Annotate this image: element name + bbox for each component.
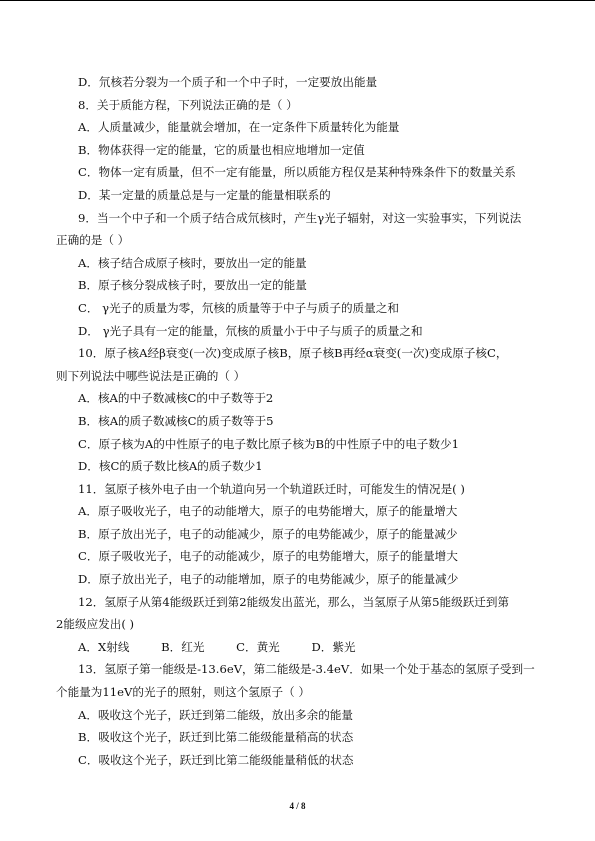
q12-option-b: B．红光: [161, 639, 205, 654]
q12-option-d: D．紫光: [311, 639, 356, 654]
text-line: 10．原子核A经β衰变(一次)变成原子核B，原子核B再经α衰变(一次)变成原子核C，: [78, 346, 508, 361]
text-line: B．物体获得一定的能量，它的质量也相应地增加一定值: [78, 142, 365, 157]
q12-options-row: [56, 636, 542, 659]
q12-option-a: A．X射线: [78, 639, 130, 654]
text-line: 正确的是（ ）: [56, 233, 130, 248]
question-block-2: [56, 658, 542, 771]
question-block-1: [56, 71, 542, 636]
text-line: C．吸收这个光子，跃迁到比第二能级能量稍低的状态: [78, 752, 354, 767]
text-line: C．物体一定有质量，但不一定有能量，所以质能方程仅是某种特殊条件下的数量关系: [78, 165, 516, 180]
text-line: B．原子放出光子，电子的动能减少，原子的电势能减少，原子的能量减少: [78, 526, 458, 541]
text-line: 13．氢原子第一能级是-13.6eV，第二能级是-3.4eV．如果一个处于基态的氢原子受到一: [78, 662, 535, 677]
text-line: D．核C的质子数比核A的质子数少1: [78, 459, 263, 474]
text-line: B．吸收这个光子，跃迁到比第二能级能量稍高的状态: [78, 730, 354, 745]
text-line: 2能级应发出( ): [56, 617, 135, 632]
document-body: [56, 71, 542, 771]
q12-option-c: C．黄光: [236, 639, 280, 654]
text-line: B．原子核分裂成核子时，要放出一定的能量: [78, 278, 307, 293]
text-line: 8．关于质能方程，下列说法正确的是（ ）: [78, 97, 298, 112]
text-line: C．原子核为A的中性原子的电子数比原子核为B的中性原子中的电子数少1: [78, 436, 459, 451]
text-line: A．原子吸收光子，电子的动能增大，原子的电势能增大，原子的能量增大: [78, 504, 458, 519]
page-number: 4 / 8: [289, 801, 306, 811]
text-line: 12．氢原子从第4能级跃迁到第2能级发出蓝光，那么，当氢原子从第5能级跃迁到第: [78, 594, 510, 609]
text-line: 9．当一个中子和一个质子结合成氘核时，产生γ光子辐射，对这一实验事实，下列说法: [78, 210, 522, 225]
text-line: A．人质量减少，能量就会增加，在一定条件下质量转化为能量: [78, 120, 400, 135]
text-line: D．原子放出光子，电子的动能增加，原子的电势能减少，原子的能量减少: [78, 572, 459, 587]
text-line: D．某一定量的质量总是与一定量的能量相联系的: [78, 187, 331, 202]
text-line: A．核A的中子数减核C的中子数等于2: [78, 391, 274, 406]
text-line: D．氘核若分裂为一个质子和一个中子时，一定要放出能量: [78, 75, 378, 89]
text-line: 11．氢原子核外电子由一个轨道向另一个轨道跃迁时，可能发生的情况是( ): [78, 481, 465, 496]
text-line: 则下列说法中哪些说法是正确的（ ）: [56, 368, 246, 383]
top-rule: [0, 0, 595, 1]
text-line: D． γ光子具有一定的能量，氘核的质量小于中子与质子的质量之和: [78, 323, 423, 338]
text-line: 个能量为11eV的光子的照射，则这个氢原子（ ）: [56, 685, 310, 700]
text-line: A．吸收这个光子，跃迁到第二能级，放出多余的能量: [78, 707, 354, 722]
text-line: C．原子吸收光子，电子的动能减少，原子的电势能增大，原子的能量增大: [78, 549, 458, 564]
text-line: A．核子结合成原子核时，要放出一定的能量: [78, 255, 307, 270]
text-line: C． γ光子的质量为零，氘核的质量等于中子与质子的质量之和: [78, 300, 399, 315]
text-line: B．核A的质子数减核C的质子数等于5: [78, 413, 274, 428]
